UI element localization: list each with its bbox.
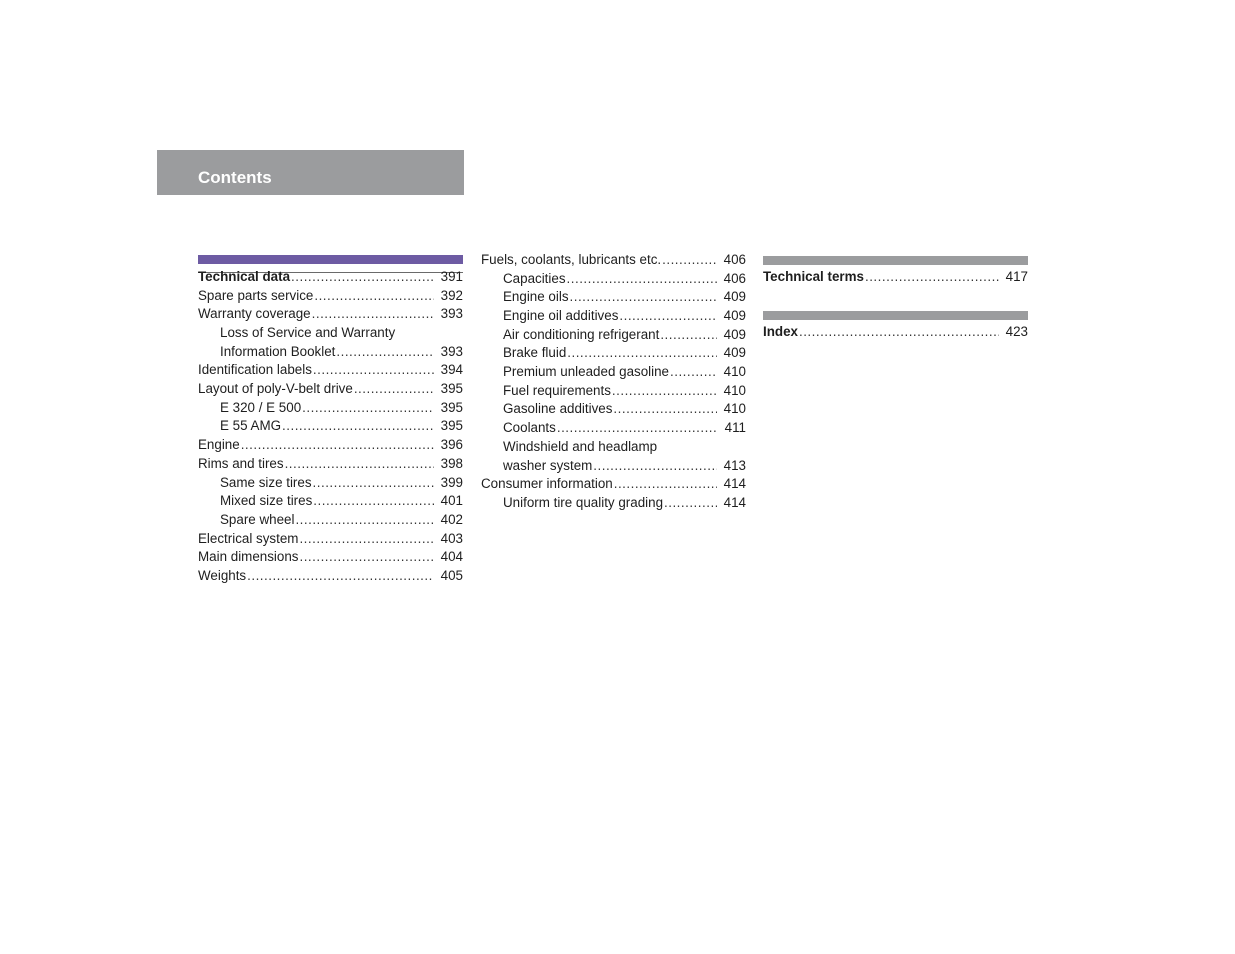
toc-entry-page-number: 395 xyxy=(440,399,463,415)
toc-entry-page-number: 413 xyxy=(723,457,746,473)
toc-entry-page-number: 393 xyxy=(440,343,463,359)
toc-entry-fuel-requirements[interactable] xyxy=(481,382,746,401)
toc-entry-label: Brake fluid xyxy=(503,345,567,361)
toc-entry-label: Engine oil additives xyxy=(503,308,619,324)
dot-leader xyxy=(613,400,717,419)
toc-entry-e-55-amg[interactable] xyxy=(198,418,463,437)
toc-entry-page-number: 409 xyxy=(723,345,746,361)
toc-entry-page-number: 403 xyxy=(440,530,463,546)
toc-entry-label: Spare parts service xyxy=(198,287,314,303)
toc-entry-air-conditioning-refrigerant[interactable] xyxy=(481,326,746,345)
toc-entry-identification-labels[interactable] xyxy=(198,361,463,380)
toc-entry-label: Technical terms xyxy=(763,268,864,284)
toc-entry-label: Layout of poly-V-belt drive xyxy=(198,381,353,397)
toc-entry-fuels-coolants-lubricants-etc[interactable] xyxy=(481,251,746,270)
toc-entry-index[interactable] xyxy=(763,323,1028,342)
dot-leader xyxy=(593,457,717,476)
toc-entry-page-number: 395 xyxy=(440,418,463,434)
toc-entry-page-number: 392 xyxy=(440,287,463,303)
dot-leader xyxy=(282,417,434,436)
page-title: Contents xyxy=(198,168,272,187)
toc-entry-label: Air conditioning refrigerant xyxy=(503,326,660,342)
toc-column-2 xyxy=(481,251,746,513)
toc-entry-technical-terms[interactable] xyxy=(763,268,1028,287)
dot-leader xyxy=(567,344,717,363)
toc-entry-label: Gasoline additives xyxy=(503,401,613,417)
toc-entry-label: E 55 AMG xyxy=(220,418,282,434)
toc-entry-main-dimensions[interactable] xyxy=(198,548,463,567)
toc-entry-page-number: 404 xyxy=(440,549,463,565)
toc-entry-page-number: 401 xyxy=(440,493,463,509)
toc-entry-coolants[interactable] xyxy=(481,419,746,438)
dot-leader xyxy=(313,492,434,511)
dot-leader xyxy=(247,567,434,586)
toc-entry-label: washer system xyxy=(503,457,593,473)
dot-leader xyxy=(299,530,434,549)
toc-entry-page-number: 410 xyxy=(723,382,746,398)
dot-leader xyxy=(614,475,717,494)
dot-leader xyxy=(612,382,717,401)
contents-header xyxy=(157,150,464,195)
toc-entry-label: Loss of Service and Warranty xyxy=(220,325,396,341)
dot-leader xyxy=(291,268,434,287)
toc-entry-capacities[interactable] xyxy=(481,270,746,289)
section-bar-technical-data xyxy=(198,255,463,264)
toc-entry-loss-of-service-and-warranty[interactable] xyxy=(198,324,463,343)
toc-entry-page-number: 399 xyxy=(440,474,463,490)
toc-entry-label: Consumer information xyxy=(481,476,613,492)
dot-leader xyxy=(299,548,434,567)
toc-entry-page-number: 406 xyxy=(723,251,746,267)
toc-entry-label: Capacities xyxy=(503,270,566,286)
toc-entry-engine-oil-additives[interactable] xyxy=(481,307,746,326)
toc-entry-page-number: 409 xyxy=(723,289,746,305)
dot-leader xyxy=(313,361,434,380)
toc-entry-page-number: 398 xyxy=(440,455,463,471)
toc-entry-gasoline-additives[interactable] xyxy=(481,401,746,420)
toc-entry-label: Main dimensions xyxy=(198,549,299,565)
dot-leader xyxy=(570,288,717,307)
toc-entry-page-number: 414 xyxy=(723,494,746,510)
toc-entry-label: Coolants xyxy=(503,420,556,436)
toc-entry-page-number: 396 xyxy=(440,437,463,453)
dot-leader xyxy=(313,474,434,493)
dot-leader xyxy=(314,287,434,306)
toc-entry-consumer-information[interactable] xyxy=(481,475,746,494)
toc-entry-label: Warranty coverage xyxy=(198,306,311,322)
dot-leader xyxy=(285,455,434,474)
toc-column-3-terms xyxy=(763,268,1028,287)
toc-entry-uniform-tire-quality-grading[interactable] xyxy=(481,494,746,513)
dot-leader xyxy=(295,511,434,530)
dot-leader xyxy=(336,343,434,362)
toc-entry-label: Same size tires xyxy=(220,474,312,490)
toc-entry-layout-of-poly-v-belt-drive[interactable] xyxy=(198,380,463,399)
dot-leader xyxy=(312,305,434,324)
toc-entry-label: Weights xyxy=(198,567,247,583)
toc-entry-page-number: 391 xyxy=(440,268,463,284)
toc-entry-same-size-tires[interactable] xyxy=(198,474,463,493)
toc-entry-brake-fluid[interactable] xyxy=(481,344,746,363)
toc-entry-page-number: 405 xyxy=(440,567,463,583)
toc-entry-washer-system[interactable] xyxy=(481,457,746,476)
toc-entry-label: Index xyxy=(763,323,798,339)
toc-entry-rims-and-tires[interactable] xyxy=(198,455,463,474)
toc-entry-windshield-and-headlamp[interactable] xyxy=(481,438,746,457)
toc-entry-label: Windshield and headlamp xyxy=(503,438,658,454)
toc-entry-page-number: 423 xyxy=(1005,323,1028,339)
toc-entry-e-320-e-500[interactable] xyxy=(198,399,463,418)
dot-leader xyxy=(662,251,717,270)
toc-entry-label: Spare wheel xyxy=(220,511,295,527)
toc-entry-label: Fuel requirements xyxy=(503,382,611,398)
toc-entry-label: Information Booklet xyxy=(220,343,336,359)
toc-entry-page-number: 417 xyxy=(1005,268,1028,284)
toc-entry-page-number: 410 xyxy=(723,401,746,417)
toc-entry-page-number: 409 xyxy=(723,308,746,324)
toc-column-1 xyxy=(198,268,463,586)
toc-entry-label: Uniform tire quality grading xyxy=(503,494,664,510)
toc-entry-weights[interactable] xyxy=(198,567,463,586)
section-bar-technical-terms xyxy=(763,256,1028,265)
dot-leader xyxy=(302,399,434,418)
dot-leader xyxy=(241,436,434,455)
dot-leader xyxy=(799,323,999,342)
toc-entry-label: Electrical system xyxy=(198,530,299,546)
dot-leader xyxy=(354,380,434,399)
toc-entry-spare-parts-service[interactable] xyxy=(198,287,463,306)
dot-leader xyxy=(557,419,717,438)
toc-entry-engine-oils[interactable] xyxy=(481,288,746,307)
dot-leader xyxy=(660,326,717,345)
dot-leader xyxy=(865,268,999,287)
toc-entry-technical-data[interactable] xyxy=(198,268,463,287)
toc-entry-premium-unleaded-gasoline[interactable] xyxy=(481,363,746,382)
toc-entry-label: Rims and tires xyxy=(198,455,284,471)
toc-entry-label: Mixed size tires xyxy=(220,493,313,509)
toc-column-3-index xyxy=(763,323,1028,342)
dot-leader xyxy=(670,363,717,382)
section-bar-index xyxy=(763,311,1028,320)
toc-entry-page-number: 411 xyxy=(724,420,746,436)
toc-entry-spare-wheel[interactable] xyxy=(198,511,463,530)
toc-entry-label: Technical data xyxy=(198,268,291,284)
toc-entry-information-booklet[interactable] xyxy=(198,343,463,362)
toc-entry-page-number: 406 xyxy=(723,270,746,286)
dot-leader xyxy=(567,270,717,289)
toc-entry-electrical-system[interactable] xyxy=(198,530,463,549)
toc-entry-engine[interactable] xyxy=(198,436,463,455)
toc-entry-label: Engine xyxy=(198,437,240,453)
toc-entry-page-number: 395 xyxy=(440,381,463,397)
toc-entry-label: Premium unleaded gasoline xyxy=(503,364,669,380)
toc-entry-mixed-size-tires[interactable] xyxy=(198,492,463,511)
toc-entry-label: Engine oils xyxy=(503,289,569,305)
toc-entry-page-number: 393 xyxy=(440,306,463,322)
toc-entry-label: Fuels, coolants, lubricants etc. xyxy=(481,251,662,267)
toc-entry-page-number: 402 xyxy=(440,511,463,527)
toc-entry-page-number: 394 xyxy=(440,362,463,378)
toc-entry-page-number: 409 xyxy=(723,326,746,342)
toc-entry-label: Identification labels xyxy=(198,362,312,378)
toc-entry-warranty-coverage[interactable] xyxy=(198,305,463,324)
dot-leader xyxy=(664,494,717,513)
toc-entry-page-number: 414 xyxy=(723,476,746,492)
toc-entry-label: E 320 / E 500 xyxy=(220,399,302,415)
toc-entry-page-number: 410 xyxy=(723,364,746,380)
dot-leader xyxy=(619,307,717,326)
